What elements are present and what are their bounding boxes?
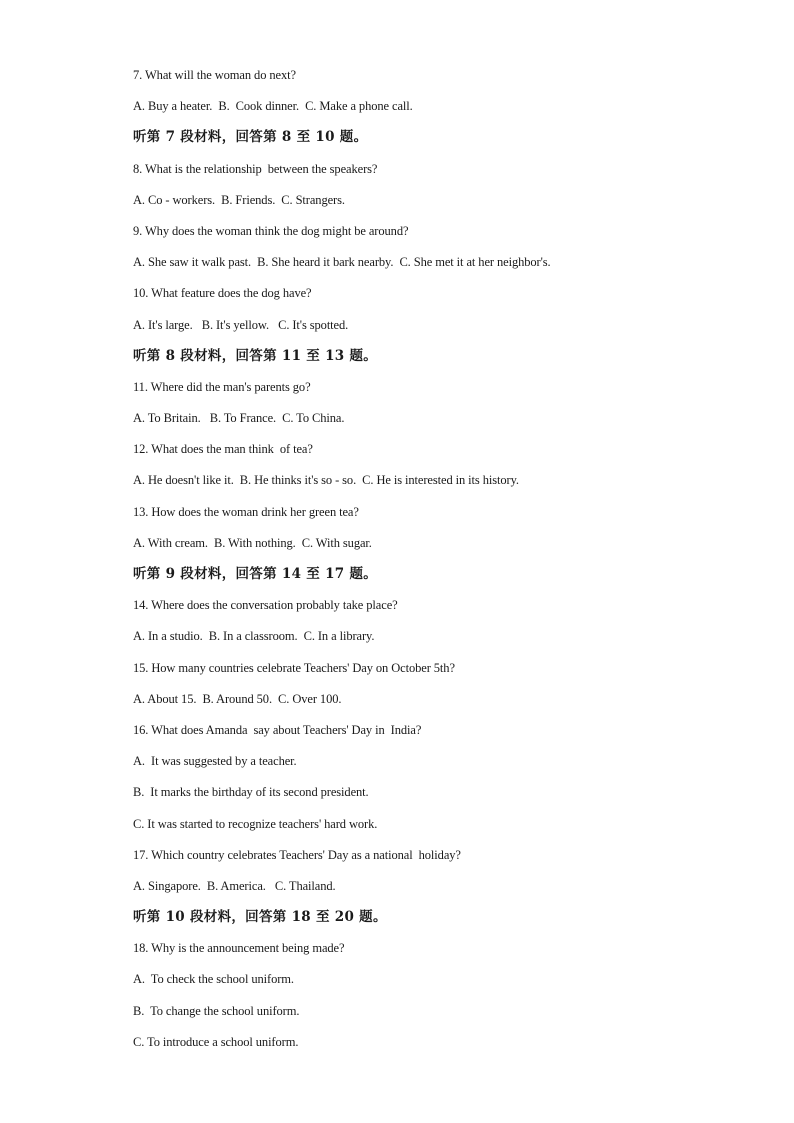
section-heading: 听第 8 段材料，回答第 11 至 13 题。	[133, 347, 378, 364]
question-text: 15. How many countries celebrate Teachers' Day on October 5th?	[133, 660, 455, 675]
answer-options: A. With cream. B. With nothing. C. With sugar.	[133, 535, 372, 550]
answer-options: A. To Britain. B. To France. C. To China.	[133, 411, 345, 426]
question-text: 8. What is the relationship between the speakers?	[133, 161, 378, 176]
answer-options: A. She saw it walk past. B. She heard it bark nearby. C. She met it at her neighbor's.	[133, 255, 551, 270]
question-text: 7. What will the woman do next?	[133, 68, 296, 82]
answer-options: A. Singapore. B. America. C. Thailand.	[133, 878, 336, 893]
answer-options: A. Co - workers. B. Friends. C. Strangers.	[133, 192, 345, 207]
answer-options: A. In a studio. B. In a classroom. C. In a library.	[133, 629, 375, 644]
question-text: 12. What does the man think of tea?	[133, 442, 313, 457]
answer-options: A. It's large. B. It's yellow. C. It's spotted.	[133, 317, 349, 332]
question-text: 18. Why is the announcement being made?	[133, 941, 345, 956]
section-heading: 听第 10 段材料，回答第 18 至 20 题。	[133, 909, 387, 926]
section-heading: 听第 7 段材料，回答第 8 至 10 题。	[133, 129, 368, 146]
question-text: 17. Which country celebrates Teachers' Day as a national holiday?	[133, 847, 461, 862]
answer-options: B. It marks the birthday of its second president.	[133, 785, 369, 800]
question-text: 11. Where did the man's parents go?	[133, 379, 311, 394]
document-page	[133, 60, 753, 1058]
question-text: 13. How does the woman drink her green tea?	[133, 504, 359, 519]
section-heading: 听第 9 段材料，回答第 14 至 17 题。	[133, 566, 378, 582]
answer-options: A. To check the school uniform.	[133, 972, 294, 987]
question-text: 14. Where does the conversation probably take place?	[133, 598, 398, 613]
answer-options: C. It was started to recognize teachers' hard work.	[133, 816, 378, 831]
answer-options: B. To change the school uniform.	[133, 1003, 300, 1018]
answer-options: A. About 15. B. Around 50. C. Over 100.	[133, 691, 342, 706]
question-text: 10. What feature does the dog have?	[133, 286, 312, 301]
answer-options: C. To introduce a school uniform.	[133, 1034, 299, 1049]
question-text: 16. What does Amanda say about Teachers' Day in India?	[133, 722, 422, 737]
answer-options: A. Buy a heater. B. Cook dinner. C. Make a phone call.	[133, 99, 413, 114]
answer-options: A. He doesn't like it. B. He thinks it's so - so. C. He is interested in its history.	[133, 473, 519, 488]
answer-options: A. It was suggested by a teacher.	[133, 754, 297, 769]
question-text: 9. Why does the woman think the dog might be around?	[133, 223, 409, 238]
